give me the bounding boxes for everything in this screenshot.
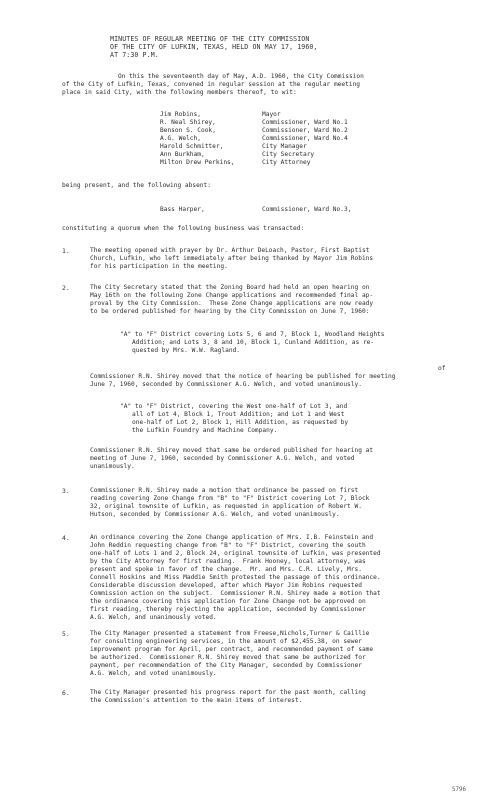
item-4-line: A.G. Welch, and unanimously voted. (90, 614, 217, 621)
item-2-motion1-line: June 7, 1960, seconded by Commissioner A.G. Welch, and voted unanimously. (90, 381, 362, 388)
item-2-sub2-line: all of Lot 4, Block 1, Trout Addition; and Lot 1 and West (132, 411, 345, 418)
member-name: R. Neal Shirey, (160, 119, 216, 126)
item-number: 4. (62, 534, 70, 542)
item-2-motion1-line: Commissioner R.N. Shirey moved that the notice of hearing be published for meeting (90, 373, 396, 380)
item-4-line: Commission action on the subject. Commissioner R.N. Shirey made a motion that (90, 590, 381, 597)
intro-line-2: of the City of Lufkin, Texas, convened in regular session at the regular meeting (62, 81, 361, 88)
item-4-line: one-half of Lots 1 and 2, Block 24, original townsite of Lufkin, was presented (90, 550, 381, 557)
header-line-3: AT 7:30 P.M. (110, 51, 159, 59)
item-4-line: the ordinance covering this application for Zone Change not be approved on (90, 598, 366, 605)
item-number: 3. (62, 487, 70, 495)
item-4-line: An ordinance covering the Zone Change application of Mrs. I.B. Feinstein and (90, 534, 374, 541)
item-2-motion2-line: Commissioner R.N. Shirey moved that same be ordered published for hearing at (90, 447, 374, 454)
item-4-line: John Reddin requesting change from "B" to "F" District, covering the south (90, 542, 366, 549)
item-3-line: Hutson, seconded by Commissioner A.G. Welch, and voted unanimously. (90, 511, 340, 518)
page-mark: 5796 (452, 787, 466, 793)
item-3-line: Commissioner R.N. Shirey made a motion that ordinance be passed on first (90, 487, 359, 494)
item-2-motion2-line: unanimously. (90, 463, 135, 470)
header-line-2: OF THE CITY OF LUFKIN, TEXAS, HELD ON MAY 17, 1960, (110, 43, 318, 51)
intro-line-3: place in said City, with the following members thereof, to wit: (62, 89, 297, 96)
member-title: City Attorney (262, 159, 311, 166)
item-5-line: improvement program for April, per contract, and recommended payment of same (90, 646, 374, 653)
member-name: Milton Drew Perkins, (160, 159, 235, 166)
member-name: Harold Schmitter, (160, 143, 224, 150)
item-4-line: first reading, thereby rejecting the application, seconded by Commissioner (90, 606, 366, 613)
item-2-sub1-line: "A" to "F" District covering Lots 5, 6 and 7, Block 1, Woodland Heights (120, 331, 385, 338)
quorum-line: constituting a quorum when the following business was transacted: (62, 225, 305, 232)
item-2-line: to be ordered published for hearing by the City Commission on June 7, 1960: (90, 308, 370, 315)
member-title: Mayor (262, 111, 281, 118)
item-2-line: proval by the City Commission. These Zone Change applications are now ready (90, 300, 374, 307)
item-5-line: payment, per recommendation of the City Manager, seconded by Commissioner (90, 662, 362, 669)
item-4-line: Considerable discussion developed, after which Mayor Jim Robins requested (90, 582, 362, 589)
item-1-line: The meeting opened with prayer by Dr. Arthur DeLoach, Pastor, First Baptist (90, 247, 370, 254)
item-2-line: May 16th on the following Zone Change applications and recommended final ap- (90, 292, 374, 299)
member-name: Benson S. Cook, (160, 127, 216, 134)
item-2-sub2-line: the Lufkin Foundry and Machine Company. (132, 427, 278, 434)
member-title: Commissioner, Ward No.4 (262, 135, 348, 142)
item-1-line: Church, Lufkin, who left immediately after being thanked by Mayor Jim Robins (90, 255, 374, 262)
member-title: City Secretary (262, 151, 315, 158)
member-name: A.G. Welch, (160, 135, 201, 142)
item-3-line: reading covering Zone Change from "B" to "F" District covering Lot 7, Block (90, 495, 370, 502)
member-name: Jim Robins, (160, 111, 201, 118)
item-2-sub1-line: quested by Mrs. W.W. Ragland. (132, 347, 241, 354)
item-6-line: The City Manager presented his progress report for the past month, calling (90, 689, 366, 696)
item-2-sub1-line: Addition; and Lots 3, 8 and 10, Block 1, Cunland Addition, as re- (132, 339, 375, 346)
header-line-1: MINUTES OF REGULAR MEETING OF THE CITY COMMISSION (110, 35, 310, 43)
absent-name: Bass Harper, (160, 206, 205, 213)
item-number: 2. (62, 284, 70, 292)
item-number: 6. (62, 689, 70, 697)
item-number: 1. (62, 247, 70, 255)
item-2-sub2-line: "A" to "F" District, covering the West one-half of Lot 3, and (120, 403, 348, 410)
item-4-line: by the City Attorney for first reading. Frank Hooney, local attorney, was (90, 558, 366, 565)
item-4-line: present and spoke in favor of the change. Mr. and Mrs. C.R. Lively, Mrs. (90, 566, 362, 573)
item-3-line: 32, original townsite of Lufkin, as requested in application of Robert W. (90, 503, 362, 510)
member-title: Commissioner, Ward No.1 (262, 119, 348, 126)
item-number: 5. (62, 630, 70, 638)
item-2-motion2-line: meeting of June 7, 1960, seconded by Commissioner A.G. Welch, and voted (90, 455, 355, 462)
absent-title: Commissioner, Ward No.3, (262, 206, 352, 213)
item-5-line: A.G. Welch, and voted unanimously. (90, 670, 217, 677)
member-name: Ann Burkham, (160, 151, 205, 158)
item-5-line: The City Manager presented a statement from Freese,Nichols,Turner & Caillie (90, 630, 370, 637)
item-4-line: Connell Hoskins and Miss Maddie Smith protested the passage of this ordinance. (90, 574, 381, 581)
item-2-line: The City Secretary stated that the Zoning Board had held an open hearing on (90, 284, 370, 291)
member-title: Commissioner, Ward No.2 (262, 127, 348, 134)
item-6-line: the Commission's attention to the main items of interest. (90, 697, 303, 704)
item-2-sub2-line: one-half of Lot 2, Block 1, Hill Addition, as requested by (132, 419, 349, 426)
member-title: City Manager (262, 143, 307, 150)
absent-label: being present, and the following absent: (62, 182, 212, 189)
item-5-line: be authorized. Commissioner R.N. Shirey moved that same be authorized for (90, 654, 366, 661)
intro-line-1: On this the seventeenth day of May, A.D. 1960, the City Commission (118, 73, 364, 80)
item-2-margin-of: of (438, 365, 446, 372)
item-1-line: for his participation in the meeting. (90, 263, 228, 270)
item-5-line: for consulting engineering services, in the amount of $2,455.38, on sewer (90, 638, 362, 645)
